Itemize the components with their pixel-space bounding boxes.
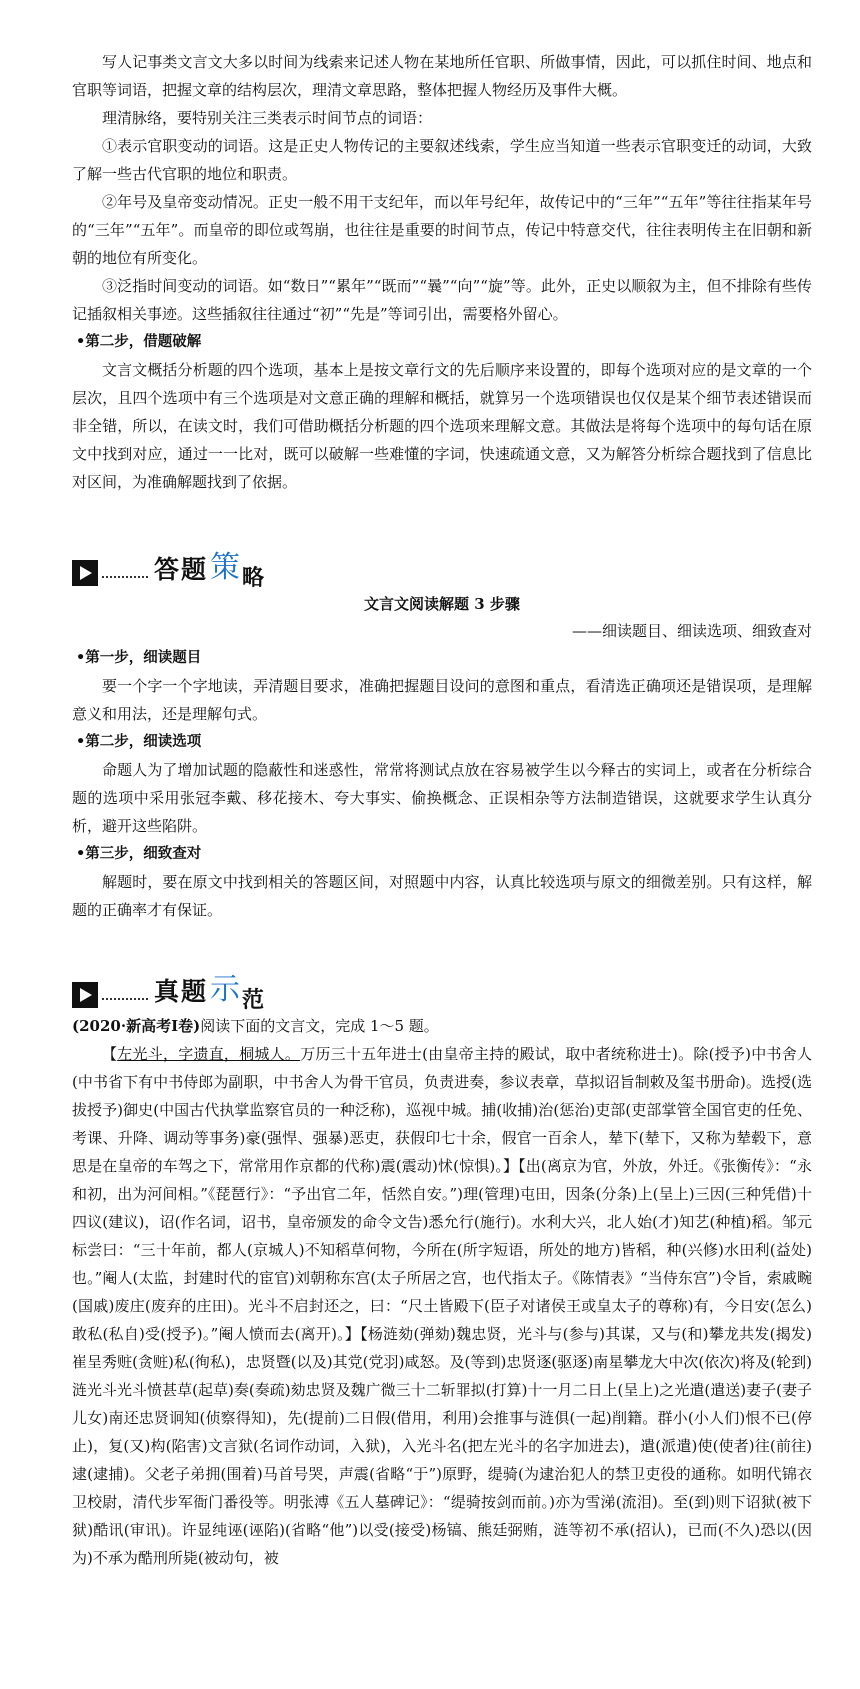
- dotted-leader: [102, 576, 148, 578]
- exam-source: (2020·新高考Ⅰ卷): [72, 1017, 201, 1035]
- section-heading-strategy: [72, 546, 812, 591]
- strategy-step2-heading: •第二步，细读选项: [76, 734, 202, 750]
- exam-instruction-text: 阅读下面的文言文，完成 1～5 题。: [200, 1017, 439, 1035]
- classical-passage: [72, 1040, 812, 1572]
- spacer: [72, 496, 812, 540]
- strategy-title: 文言文阅读解题 3 步骤: [364, 595, 520, 613]
- heading-part-1: 答题: [154, 555, 209, 584]
- strategy-step1-text: 要一个字一个字地读，弄清题目要求，准确把握题目设问的意图和重点，看清选正确项还是错误项，是理解意义和用法，还是理解句式。: [72, 677, 812, 723]
- passage-open-bracket: 【: [102, 1045, 118, 1063]
- play-triangle-icon: [72, 560, 98, 586]
- strategy-subtitle: ——细读题目、细读选项、细致查对: [571, 622, 812, 640]
- spacer: [72, 924, 812, 962]
- intro-paragraph-1: 写人记事类文言文大多以时间为线索来记述人物在某地所任官职、所做事情，因此，可以抓住时间、地点和官职等词语，把握文章的结构层次，理清文章思路，整体把握人物经历及事件大概。: [72, 53, 812, 99]
- intro-paragraph-2: 理清脉络，要特别关注三类表示时间节点的词语：: [102, 109, 433, 127]
- intro-paragraph-3: ①表示官职变动的词语。这是正史人物传记的主要叙述线索，学生应当知道一些表示官职变迁的动词，大致了解一些古代官职的地位和职责。: [72, 137, 812, 183]
- heading-part-3: 略: [242, 566, 265, 591]
- heading-part-3: 范: [242, 988, 265, 1013]
- heading-part-1: 真题: [154, 977, 209, 1006]
- passage-first-sentence: 左光斗，字遗直，桐城人。: [117, 1045, 301, 1063]
- strategy-step2-text: 命题人为了增加试题的隐蔽性和迷惑性，常常将测试点放在容易被学生以今释古的实词上，或者在分析综合题的选项中采用张冠李戴、移花接木、夸大事实、偷换概念、正误相杂等方法制造错误，这就要求学生认真分析，避开这些陷阱。: [72, 761, 812, 835]
- exam-instruction: [72, 1012, 812, 1040]
- strategy-step3-text: 解题时，要在原文中找到相关的答题区间，对照题中内容，认真比较选项与原文的细微差别。只有这样，解题的正确率才有保证。: [72, 873, 812, 919]
- heading-part-2: 示: [210, 972, 241, 1007]
- step2-paragraph: 文言文概括分析题的四个选项，基本上是按文章行文的先后顺序来设置的，即每个选项对应的是文章的一个层次，且四个选项中有三个选项是对文意正确的理解和概括，就算另一个选项错误也仅仅是某个细节表述错误而非全错，所以，在读文时，我们可借助概括分析题的四个选项来理解文意。其做法是将每个选项中的每句话在原文中找到对应，通过一一比对，既可以破解一些难懂的字词，快速疏通文意，又为解答分析综合题找到了信息比对区间，为准确解题找到了依据。: [72, 361, 812, 491]
- intro-paragraph-4: ②年号及皇帝变动情况。正史一般不用干支纪年，而以年号纪年，故传记中的“三年”“五年”等往往指某年号的“三年”“五年”。而皇帝的即位或驾崩，也往往是重要的时间节点，传记中特意交代，往往表明传主在旧朝和新朝的地位有所变化。: [72, 193, 812, 267]
- strategy-step3-heading: •第三步，细致查对: [76, 846, 202, 862]
- dotted-leader: [102, 998, 148, 1000]
- document-page: [72, 48, 812, 1572]
- heading-part-2: 策: [210, 550, 241, 585]
- passage-annotated-text: 万历三十五年进士(由皇帝主持的殿试，取中者统称进士)。除(授予)中书舍人(中书省下有中书侍郎为副职，中书舍人为骨干官员，负责进奏，参议表章，草拟诏旨制敕及玺书册命)。选授(选拔授予)御史(中国古代执掌监察官员的一种泛称)，巡视中城。捕(收捕)治(惩治)吏部(吏部掌管全国官吏的任免、考课、升降、调动等事务)豪(强悍、强暴)恶吏，获假印七十余，假官一百余人，辇下(辇下，又称为辇毂下，意思是在皇帝的车驾之下，常常用作京都的代称)震(震动)怵(惊惧)。】【出(离京为官，外放，外迁。《张衡传》：“永和初，出为河间相。”《琵琶行》：“予出官二年，恬然自安。”)理(管理)屯田，因条(分条)上(呈上)三因(三种凭借)十四议(建议)，诏(作名词，诏书，皇帝颁发的命令文告)悉允行(施行)。水利大兴，北人始(才)知艺(种植)稻。邹元标尝曰：“三十年前，都人(京城人)不知稻草何物，今所在(所字短语，所处的地方)皆稻，种(兴修)水田利(益处)也。”阉人(太监，封建时代的宦官)刘朝称东宫(太子所居之宫，也代指太子。《陈情表》“当侍东宫”)令旨，索戚畹(国戚)废庄(废弃的庄田)。光斗不启封还之，曰：“尺土皆殿下(臣子对诸侯王或皇太子的尊称)有，今日安(怎么)敢私(私自)受(授予)。”阉人愤而去(离开)。】【杨涟劾(弹劾)魏忠贤，光斗与(参与)其谋，又与(和)攀龙共发(揭发)崔呈秀赃(贪赃)私(徇私)，忠贤暨(以及)其党(党羽)咸怒。及(等到)忠贤逐(驱逐)南星攀龙大中次(依次)将及(轮到)涟光斗光斗愤甚草(起草)奏(奏疏)劾忠贤及魏广微三十二斩罪拟(打算)十一月二日上(呈上)之光遣(遣送)妻子(妻子儿女)南还忠贤诇知(侦察得知)，先(提前)二日假(借用，利用)会推事与涟俱(一起)削籍。群小(小人们)恨不已(停止)，复(又)构(陷害)文言狱(名词作动词，入狱)，入光斗名(把左光斗的名字加进去)，遣(派遣)使(使者)往(前往)逮(逮捕)。父老子弟拥(围着)马首号哭，声震(省略“于”)原野，缇骑(为逮治犯人的禁卫吏役的通称。如明代锦衣卫校尉，清代步军衙门番役等。明张溥《五人墓碑记》：“缇骑按剑而前。)亦为雪涕(流泪)。至(到)则下诏狱(被下狱)酷讯(审讯)。许显纯诬(诬陷)(省略“他”)以受(接受)杨镐、熊廷弼贿，涟等初不承(招认)，已而(不久)恐以(因为)不承为酷刑所毙(被动句，被: [72, 1045, 812, 1567]
- intro-paragraph-5: ③泛指时间变动的词语。如“数日”“累年”“既而”“曩”“向”“旋”等。此外，正史以顺叙为主，但不排除有些传记插叙相关事迹。这些插叙往往通过“初”“先是”等词引出，需要格外留心。: [72, 277, 812, 323]
- play-triangle-icon: [72, 982, 98, 1008]
- step2-heading: •第二步，借题破解: [76, 334, 202, 350]
- strategy-step1-heading: •第一步，细读题目: [76, 650, 202, 666]
- section-heading-example: [72, 968, 812, 1013]
